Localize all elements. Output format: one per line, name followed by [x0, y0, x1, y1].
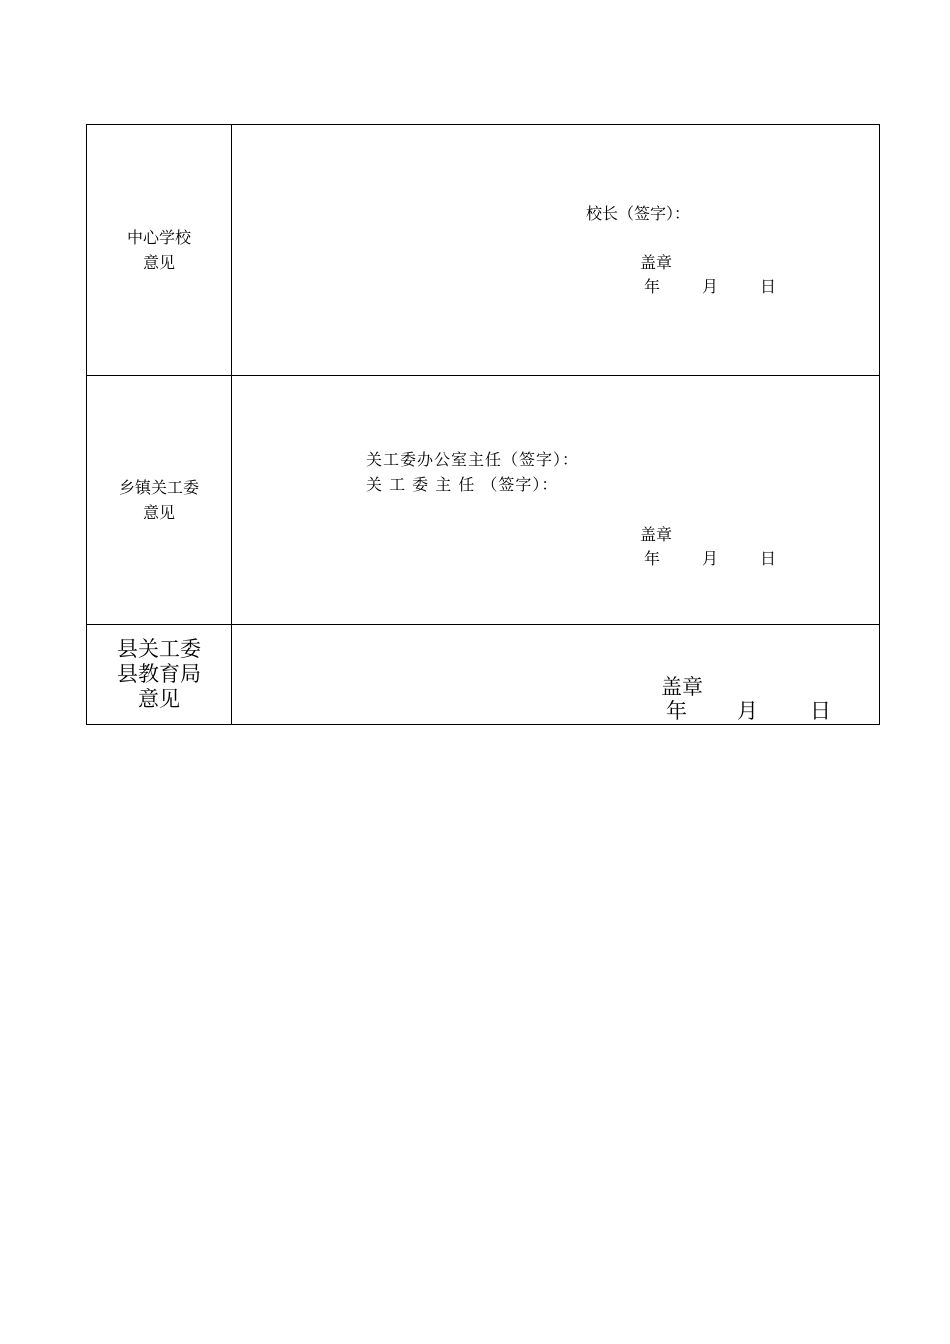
date-day-label: 日 — [760, 277, 777, 296]
approval-form-table — [86, 124, 880, 725]
date-year-label: 年 — [644, 549, 661, 568]
label-line: 中心学校 — [126, 228, 191, 247]
label-line: 乡镇关工委 — [118, 478, 199, 497]
date-year-label: 年 — [644, 277, 661, 296]
label-township-committee — [87, 475, 231, 525]
label-cell-county-committee — [87, 625, 232, 725]
label-line: 意见 — [142, 503, 175, 522]
label-cell-township-committee — [87, 376, 232, 625]
opinion-cell-county-committee[interactable] — [232, 625, 880, 725]
label-line: 县关工委 — [117, 637, 201, 661]
label-cell-center-school — [87, 125, 232, 376]
table-row-township-committee — [87, 376, 880, 625]
opinion-cell-center-school[interactable] — [232, 125, 880, 376]
committee-director-signature-label: 关 工 委 主 任 （签字）： — [366, 475, 559, 494]
date-month-label: 月 — [702, 549, 719, 568]
date-day-label: 日 — [760, 549, 777, 568]
date-month-label: 月 — [702, 277, 719, 296]
table-row-center-school — [87, 125, 880, 376]
label-county-committee — [87, 637, 231, 712]
seal-label: 盖章 — [640, 525, 673, 544]
label-center-school — [87, 225, 231, 275]
date-day-label: 日 — [810, 699, 831, 723]
seal-label: 盖章 — [661, 675, 703, 699]
date-month-label: 月 — [737, 699, 758, 723]
label-line: 意见 — [142, 253, 175, 272]
label-line: 意见 — [138, 687, 180, 711]
seal-label: 盖章 — [640, 253, 673, 272]
principal-signature-label: 校长（签字）： — [586, 204, 691, 223]
table-row-county-committee — [87, 625, 880, 725]
opinion-cell-township-committee[interactable] — [232, 376, 880, 625]
office-director-signature-label: 关工委办公室主任（签字）： — [366, 450, 580, 469]
date-year-label: 年 — [666, 699, 687, 723]
label-line: 县教育局 — [117, 662, 201, 686]
